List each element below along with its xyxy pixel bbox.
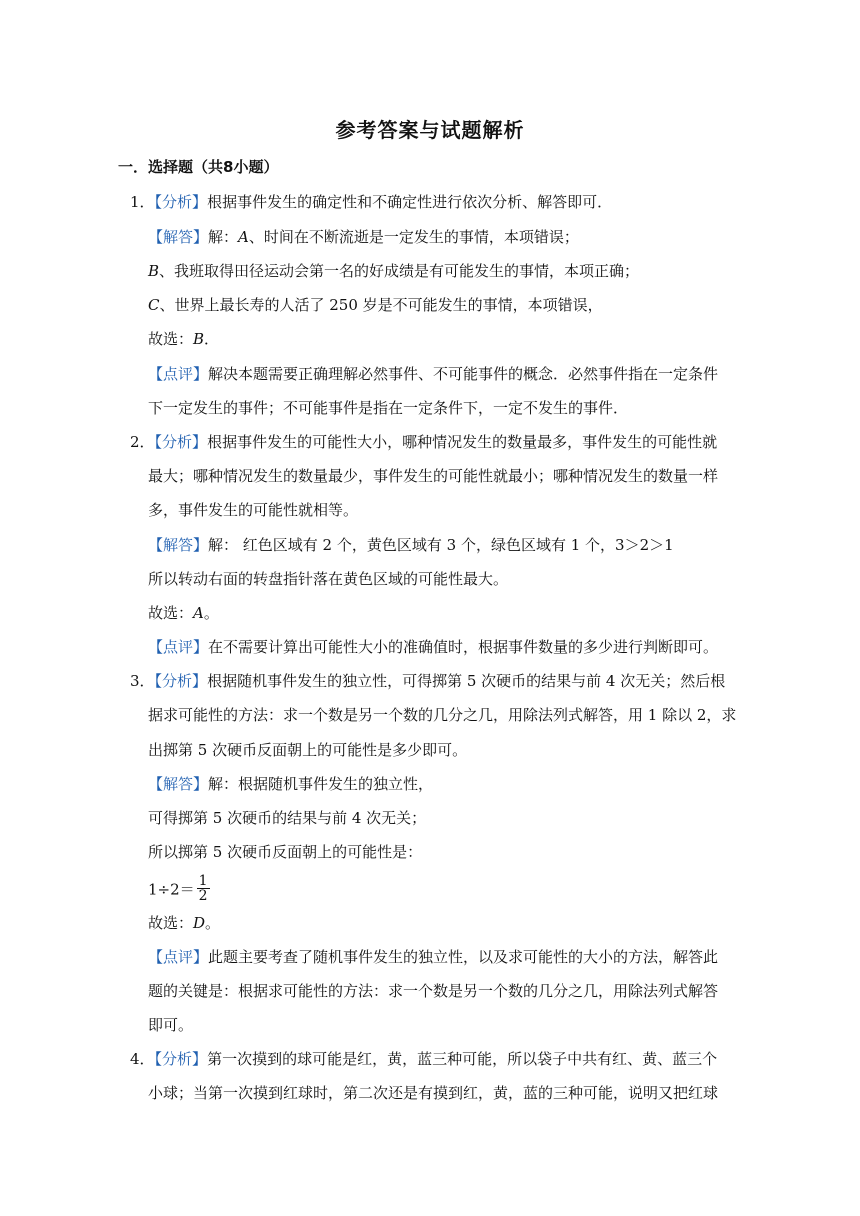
answer-text: 、世界上最长寿的人活了 250 岁是不可能发生的事情，本项错误，: [159, 296, 603, 314]
comment-text: 下一定发生的事件；不可能事件是指在一定条件下，一定不发生的事件．: [148, 399, 629, 417]
comment-tag: 【点评】: [148, 365, 209, 383]
option-letter: C: [148, 296, 160, 314]
answer-line: [148, 261, 639, 281]
section-heading-end: 小题）: [233, 158, 279, 176]
analysis-text: 根据随机事件发生的独立性，可得掷第 5 次硬币的结果与前 4 次无关；然后根: [207, 672, 726, 690]
formula-text: 1÷2＝: [148, 880, 195, 899]
comment-text: 此题主要考查了随机事件发生的独立性，以及求可能性的大小的方法，解答此: [208, 948, 719, 966]
choice-text: 故选：: [148, 604, 194, 622]
answer-tag: 【解答】: [148, 536, 209, 554]
choice-text: 。: [205, 914, 221, 932]
answer-text: 解： 红色区域有 2 个，黄色区域有 3 个，绿色区域有 1 个，3＞2＞1: [208, 536, 674, 554]
analysis-tag: 【分析】: [154, 433, 208, 451]
option-letter: A: [238, 228, 249, 246]
choice-line: [148, 603, 219, 623]
analysis-line: 多，事件发生的可能性就相等。: [148, 501, 359, 519]
choice-letter: B: [193, 330, 205, 348]
question-number: 2．: [130, 433, 155, 451]
choice-text: ．: [204, 330, 220, 348]
analysis-line: 出掷第 5 次硬币反面朝上的可能性是多少即可。: [148, 741, 468, 759]
comment-text: 在不需要计算出可能性大小的准确值时，根据事件数量的多少进行判断即可。: [208, 638, 719, 656]
answer-line: 所以掷第 5 次硬币反面朝上的可能性是：: [148, 843, 423, 861]
fraction-numerator: 1: [198, 873, 208, 889]
answer-text: 、我班取得田径运动会第一名的好成绩是有可能发生的事情，本项正确；: [159, 262, 640, 280]
answer-line: [148, 774, 433, 794]
analysis-text: 第一次摸到的球可能是红，黄，蓝三种可能，所以袋子中共有红、黄、蓝三个: [207, 1050, 718, 1068]
analysis-tag: 【分析】: [154, 1050, 208, 1068]
choice-letter: A: [193, 604, 204, 622]
question-4: [130, 1049, 717, 1069]
answer-line: 所以转动右面的转盘指针落在黄色区域的可能性最大。: [148, 570, 509, 588]
comment-line: 即可。: [148, 1016, 194, 1034]
answer-line: 可得掷第 5 次硬币的结果与前 4 次无关；: [148, 809, 427, 827]
comment-line: [148, 364, 718, 384]
question-2: [130, 432, 717, 452]
answer-line: [148, 227, 579, 247]
comment-text: 解决本题需要正确理解必然事件、不可能事件的概念．必然事件指在一定条件: [208, 365, 719, 383]
question-number: 4．: [130, 1050, 155, 1068]
analysis-tag: 【分析】: [154, 672, 208, 690]
choice-line: [148, 329, 219, 349]
fraction-denominator: 2: [198, 888, 208, 904]
analysis-line: 最大；哪种情况发生的数量最少，事件发生的可能性就最小；哪种情况发生的数量一样: [148, 467, 719, 485]
comment-line: 题的关键是：根据求可能性的方法：求一个数是另一个数的几分之几，用除法列式解答: [148, 982, 719, 1000]
option-letter: B: [148, 262, 160, 280]
comment-tag: 【点评】: [148, 948, 209, 966]
choice-text: 故选：: [148, 330, 194, 348]
formula-line: [148, 873, 210, 905]
analysis-line: 小球；当第一次摸到红球时，第二次还是有摸到红，黄，蓝的三种可能，说明又把红球: [148, 1084, 719, 1102]
choice-letter: D: [193, 914, 206, 932]
analysis-line: 据求可能性的方法：求一个数是另一个数的几分之几，用除法列式解答，用 1 除以 2，求: [148, 706, 737, 724]
comment-tag: 【点评】: [148, 638, 209, 656]
question-3: [130, 671, 725, 691]
choice-text: 。: [203, 604, 219, 622]
answer-text: 解：根据随机事件发生的独立性，: [208, 775, 434, 793]
answer-tag: 【解答】: [148, 228, 209, 246]
question-number: 1．: [130, 193, 155, 211]
choice-text: 故选：: [148, 914, 194, 932]
answer-line: [148, 295, 603, 315]
question-1: [130, 192, 612, 212]
comment-line: [148, 637, 718, 657]
choice-line: [148, 913, 220, 933]
section-heading-text: 一．选择题（共: [118, 158, 224, 176]
answer-text: 解：: [208, 228, 239, 246]
answer-text: 、时间在不断流逝是一定发生的事情，本项错误；: [248, 228, 579, 246]
analysis-text: 根据事件发生的确定性和不确定性进行依次分析、解答即可．: [207, 193, 613, 211]
fraction: [197, 874, 210, 903]
section-heading: [118, 156, 278, 177]
answer-line: [148, 535, 674, 555]
question-number: 3．: [130, 672, 155, 690]
section-count: 8: [223, 158, 234, 176]
page-title: 参考答案与试题解析: [335, 118, 525, 142]
analysis-text: 根据事件发生的可能性大小，哪种情况发生的数量最多，事件发生的可能性就: [207, 433, 718, 451]
answer-tag: 【解答】: [148, 775, 209, 793]
comment-line: [148, 947, 718, 967]
analysis-tag: 【分析】: [154, 193, 208, 211]
comment-line: [148, 398, 628, 418]
